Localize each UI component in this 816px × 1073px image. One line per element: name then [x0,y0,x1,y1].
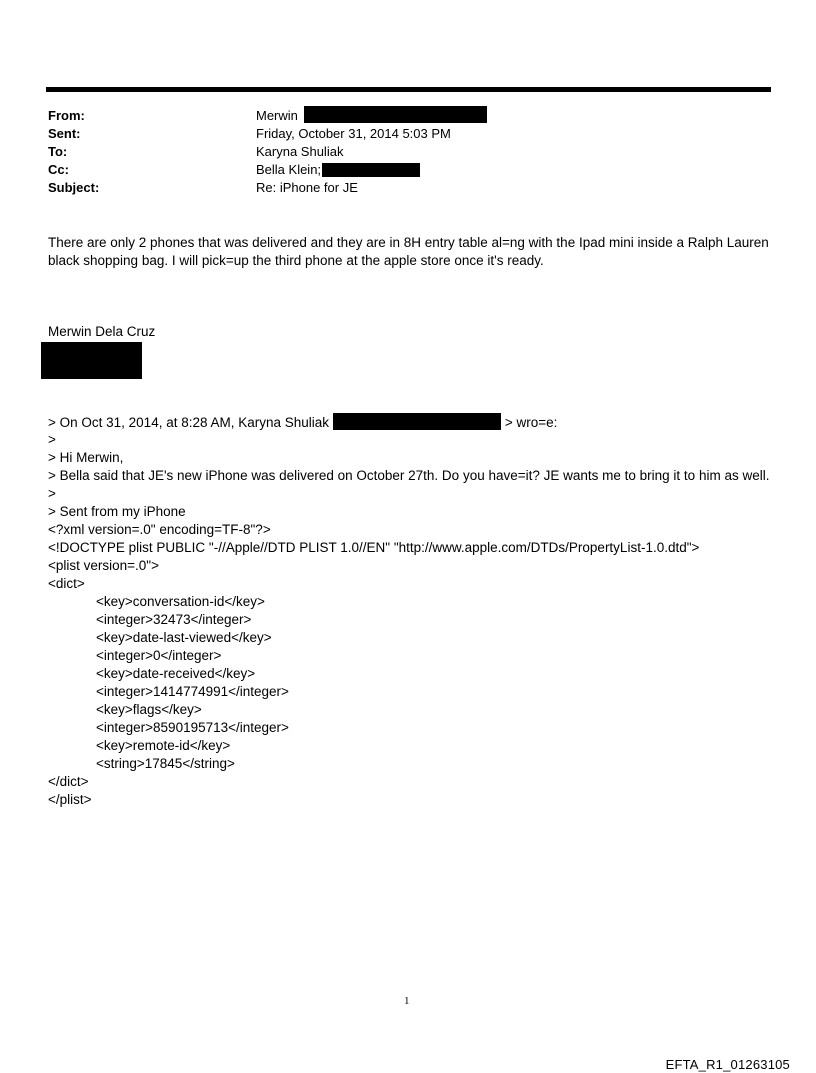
plist-line: <integer>0</integer> [96,648,222,663]
from-label: From: [48,108,85,123]
signature-name: Merwin Dela Cruz [48,324,156,339]
plist-line: <integer>8590195713</integer> [96,720,289,735]
quoted-line: > [48,432,56,447]
signature-redaction [41,342,142,379]
sent-value: Friday, October 31, 2014 5:03 PM [256,126,451,141]
plist-line: <plist version=.0"> [48,558,159,573]
plist-line: <integer>32473</integer> [96,612,252,627]
message-line: There are only 2 phones that was delivered and they are in 8H entry table al=ng with the Ipad mini inside a Ralph Lauren [48,235,769,250]
cc-redaction [322,163,420,177]
message-line: black shopping bag. I will pick=up the third phone at the apple store once it's ready. [48,253,544,268]
plist-line: <key>conversation-id</key> [96,594,265,609]
plist-line: <key>remote-id</key> [96,738,231,753]
plist-line: <?xml version=.0" encoding=TF-8"?> [48,522,271,537]
from-redaction [304,106,487,123]
quoted-line: > [48,486,56,501]
quoted-message [48,413,778,809]
sent-label: Sent: [48,126,81,141]
plist-line: <key>flags</key> [96,702,202,717]
plist-line: <key>date-last-viewed</key> [96,630,272,645]
quoted-line: > Sent from my iPhone [48,504,186,519]
plist-line: <!DOCTYPE plist PUBLIC "-//Apple//DTD PLIST 1.0//EN" "http://www.apple.com/DTDs/PropertyList-1.0.dtd"> [48,540,700,555]
quoted-line-header: > On Oct 31, 2014, at 8:28 AM, Karyna Shuliak > wro=e: [48,415,558,430]
cc-label: Cc: [48,162,69,177]
plist-line: <integer>1414774991</integer> [96,684,289,699]
to-label: To: [48,144,68,159]
subject-label: Subject: [48,180,100,195]
plist-line: <string>17845</string> [96,756,235,771]
quoted-line: > Hi Merwin, [48,450,124,465]
to-value: Karyna Shuliak [256,144,344,159]
cc-value: Bella Klein; [256,162,322,177]
plist-line: <dict> [48,576,85,591]
plist-line: </dict> [48,774,89,789]
plist-line: </plist> [48,792,92,807]
quoted-email-redaction [333,413,501,430]
message-body [48,234,778,270]
from-value: Merwin [256,108,298,123]
quoted-line: > Bella said that JE's new iPhone was delivered on October 27th. Do you have=it? JE wants me to bring it to him as well. [48,468,770,483]
header-rule [46,87,771,92]
page-number: 1 [404,995,410,1007]
bates-number: EFTA_R1_01263105 [665,1057,790,1072]
plist-line: <key>date-received</key> [96,666,256,681]
subject-value: Re: iPhone for JE [256,180,358,195]
